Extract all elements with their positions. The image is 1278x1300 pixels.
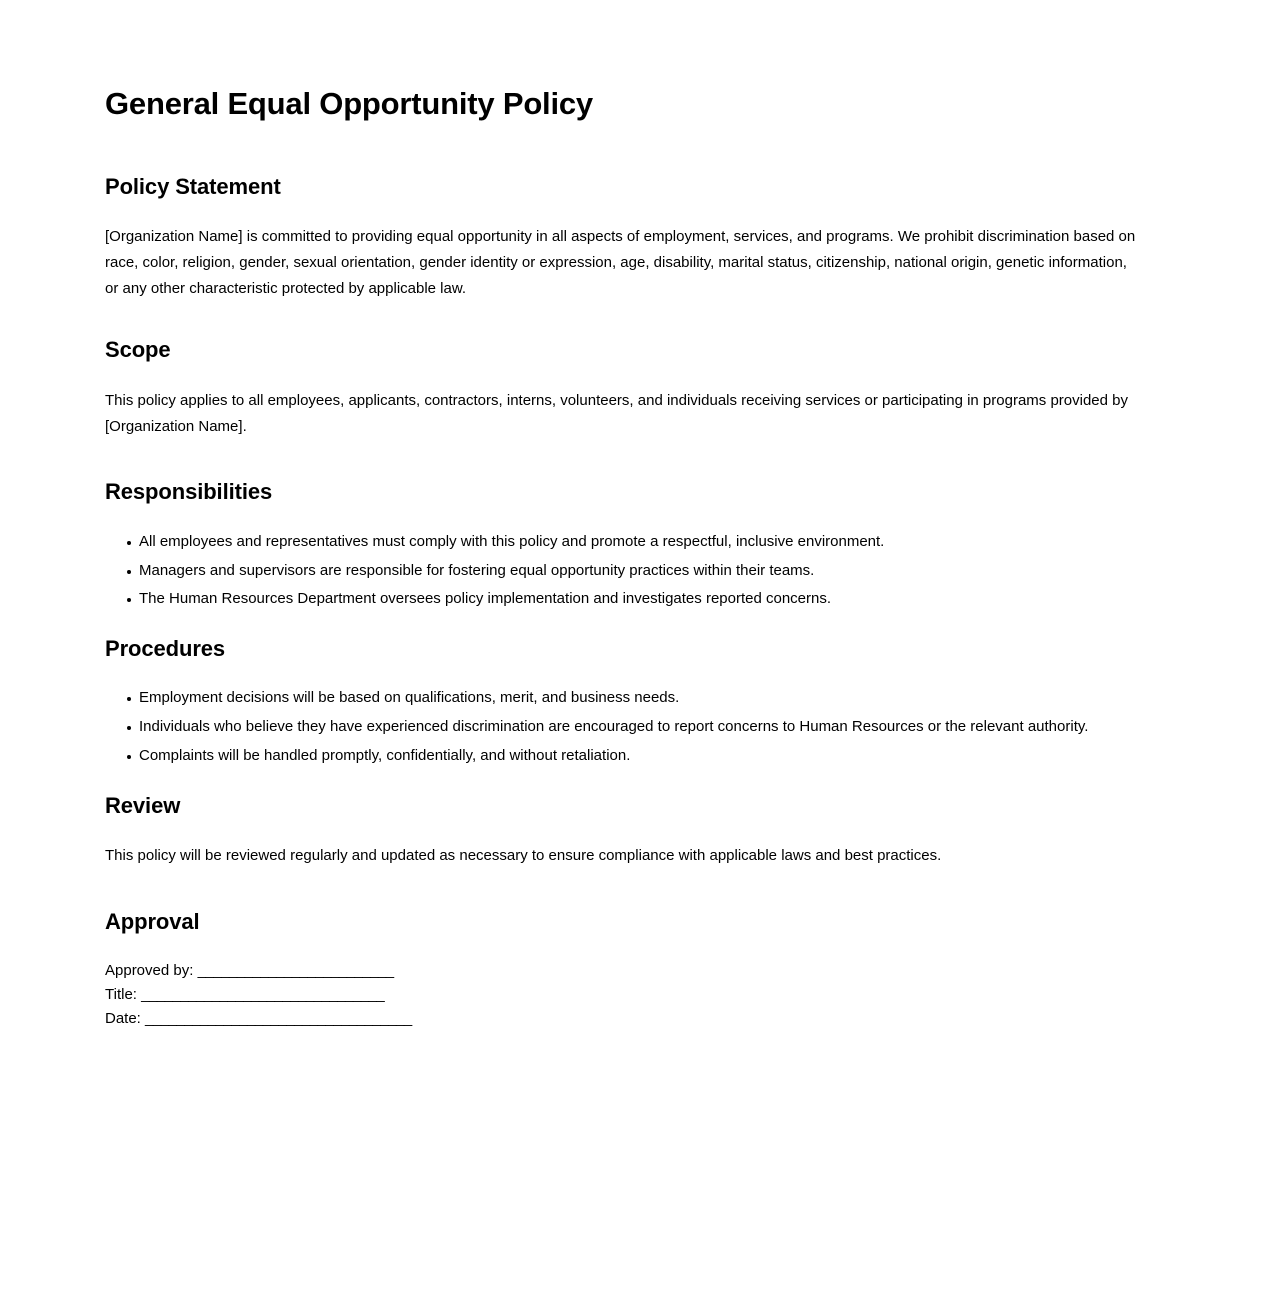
section-heading-scope: Scope [105,337,171,363]
list-item: Managers and supervisors are responsible for fostering equal opportunity practices within their teams. [127,559,1138,584]
list-item: Complaints will be handled promptly, confidentially, and without retaliation. [127,744,1138,769]
responsibilities-list [105,530,1138,612]
section-approval [105,909,1138,1030]
list-item: Employment decisions will be based on qualifications, merit, and business needs. [127,686,1138,711]
list-item: All employees and representatives must comply with this policy and promote a respectful, inclusive environment. [127,530,1138,555]
section-policy-statement [105,174,1138,302]
section-scope [105,337,1138,439]
section-heading-approval: Approval [105,908,200,934]
approval-fields [105,959,1138,1030]
section-heading-procedures: Procedures [105,636,226,662]
approval-label-date: Date: [105,1009,146,1027]
approval-label-title: Title: [105,985,142,1003]
page-title: General Equal Opportunity Policy [105,86,593,121]
approval-field-title [105,983,1138,1007]
section-heading-review: Review [105,792,181,818]
approval-rule-date[interactable]: __________________________________ [145,1009,412,1027]
approval-rule-title[interactable]: _______________________________ [141,985,385,1003]
section-procedures [105,636,1138,769]
policy-statement-paragraph: [Organization Name] is committed to providing equal opportunity in all aspects of employment, services, and programs. We prohibit discrimination based on race, color, religion, gender, sexual orientation, gender identity or expression, age, disability, marital status, citizenship, national origin, genetic information, or any other characteristic protected by applicable law. [105,228,1136,297]
approval-field-date [105,1007,1138,1031]
section-heading-responsibilities: Responsibilities [105,479,273,505]
section-review [105,793,1138,869]
approval-rule-approved-by[interactable]: _________________________ [197,962,394,980]
procedures-list [105,686,1138,768]
list-item: The Human Resources Department oversees policy implementation and investigates reported concerns. [127,587,1138,612]
section-responsibilities [105,479,1138,612]
list-item: Individuals who believe they have experienced discrimination are encouraged to report concerns to Human Resources or the relevant authority. [127,715,1138,740]
approval-field-approved-by [105,959,1138,983]
approval-label-approved-by: Approved by: [105,962,198,980]
review-paragraph: This policy will be reviewed regularly and updated as necessary to ensure compliance with applicable laws and best practices. [105,847,942,865]
scope-paragraph: This policy applies to all employees, applicants, contractors, interns, volunteers, and individuals receiving services or participating in programs provided by [Organization Name]. [105,391,1129,435]
section-heading-policy-statement: Policy Statement [105,173,281,199]
